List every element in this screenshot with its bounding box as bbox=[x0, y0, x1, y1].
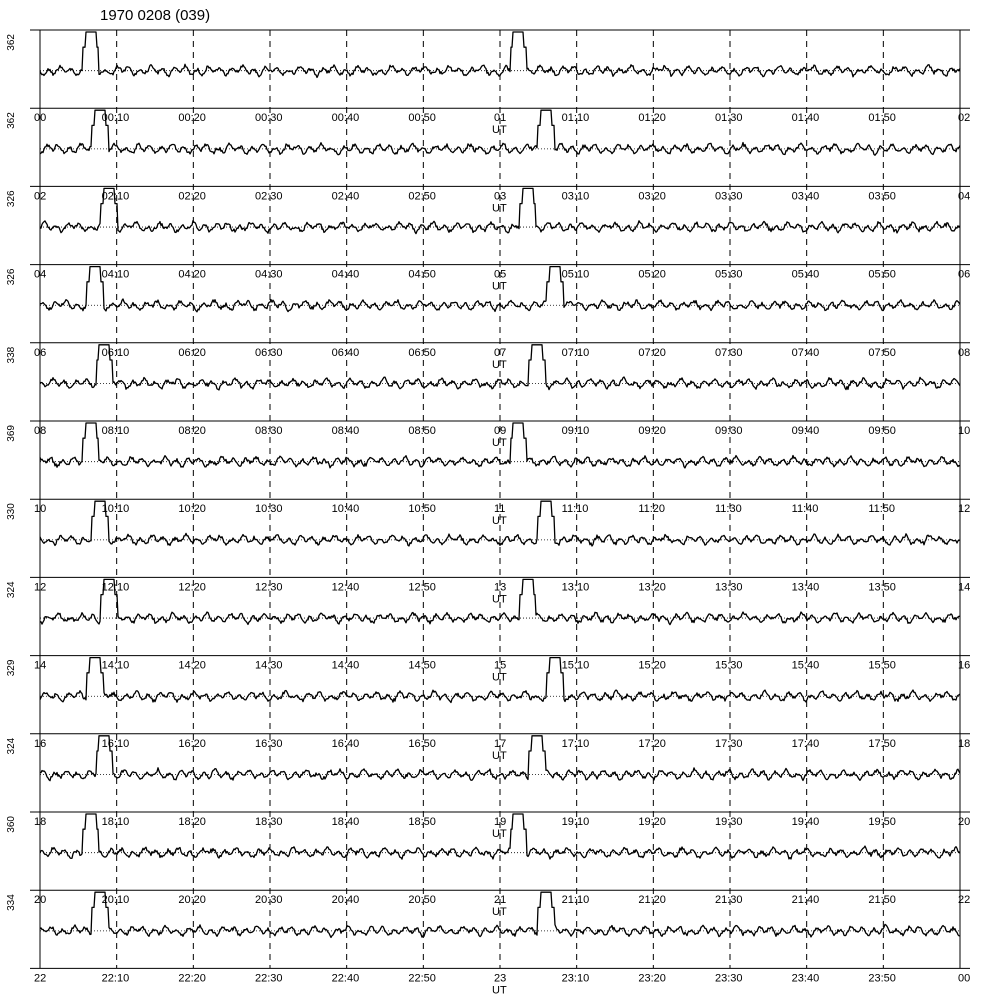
minute-tick-label: 14:40 bbox=[331, 659, 360, 672]
ut-label: UT bbox=[492, 437, 507, 449]
minute-tick-label: 15:30 bbox=[715, 659, 743, 672]
minute-tick-label: 15:20 bbox=[638, 659, 666, 672]
minute-tick-label: 02:30 bbox=[255, 190, 283, 203]
row-start-label: 14 bbox=[34, 659, 47, 672]
minute-tick-label: 15:50 bbox=[868, 659, 896, 672]
minute-tick-label: 02:50 bbox=[408, 190, 436, 203]
minute-tick-label: 08:30 bbox=[255, 425, 283, 437]
minute-tick-label: 00:10 bbox=[101, 112, 130, 125]
minute-tick-label: 08:10 bbox=[101, 425, 130, 437]
minute-tick-label: 21:30 bbox=[715, 894, 743, 907]
row-end-label: 20 bbox=[958, 816, 971, 828]
minute-tick-label: 02:40 bbox=[331, 190, 360, 203]
minute-tick-label: 07:10 bbox=[561, 346, 590, 359]
row-scale-label: 338 bbox=[6, 346, 17, 364]
row-end-label: 22 bbox=[958, 894, 971, 907]
ut-label: UT bbox=[492, 906, 507, 919]
minute-tick-label: 12:20 bbox=[178, 581, 206, 594]
minute-tick-label: 19:50 bbox=[868, 816, 896, 828]
minute-tick-label: 12:50 bbox=[408, 581, 436, 594]
minute-tick-label: 16:40 bbox=[331, 737, 360, 750]
minute-tick-label: 01:30 bbox=[715, 112, 743, 125]
minute-tick-label: 16:10 bbox=[101, 737, 130, 750]
row-start-label: 08 bbox=[34, 425, 47, 437]
row-start-label: 04 bbox=[34, 268, 47, 281]
minute-tick-label: 23:50 bbox=[868, 972, 896, 985]
ut-label: UT bbox=[492, 593, 507, 606]
row-mid-label: 09 bbox=[494, 425, 507, 437]
minute-tick-label: 09:40 bbox=[791, 425, 820, 437]
minute-tick-label: 18:30 bbox=[255, 816, 283, 828]
minute-tick-label: 12:30 bbox=[255, 581, 283, 594]
row-end-label: 08 bbox=[958, 346, 971, 359]
row-scale-label: 360 bbox=[6, 816, 17, 833]
minute-tick-label: 01:50 bbox=[868, 112, 896, 125]
row-scale-label: 362 bbox=[6, 112, 17, 129]
minute-tick-label: 09:10 bbox=[561, 425, 590, 437]
row-mid-label: 01 bbox=[494, 112, 507, 125]
minute-tick-label: 01:40 bbox=[791, 112, 820, 125]
minute-tick-label: 10:10 bbox=[101, 503, 130, 516]
ut-label: UT bbox=[492, 124, 507, 137]
minute-tick-label: 18:40 bbox=[331, 816, 360, 828]
row-start-label: 06 bbox=[34, 346, 47, 359]
row-mid-label: 23 bbox=[494, 972, 507, 985]
chart-title: 1970 0208 (039) bbox=[100, 7, 211, 24]
minute-tick-label: 22:20 bbox=[178, 972, 206, 985]
minute-tick-label: 08:40 bbox=[331, 425, 360, 437]
row-end-label: 14 bbox=[958, 581, 971, 594]
minute-tick-label: 20:20 bbox=[178, 894, 206, 907]
minute-tick-label: 20:10 bbox=[101, 894, 130, 907]
minute-tick-label: 13:20 bbox=[638, 581, 666, 594]
minute-tick-label: 05:50 bbox=[868, 268, 896, 281]
minute-tick-label: 11:20 bbox=[638, 503, 666, 516]
minute-tick-label: 09:30 bbox=[715, 425, 743, 437]
row-mid-label: 19 bbox=[494, 816, 507, 828]
row-scale-label: 326 bbox=[6, 190, 17, 208]
minute-tick-label: 23:20 bbox=[638, 972, 666, 985]
minute-tick-label: 22:30 bbox=[255, 972, 283, 985]
row-end-label: 12 bbox=[958, 503, 971, 516]
row-scale-label: 324 bbox=[6, 737, 17, 755]
minute-tick-label: 13:40 bbox=[791, 581, 820, 594]
minute-tick-label: 23:40 bbox=[791, 972, 820, 985]
tick-labels bbox=[6, 34, 970, 997]
minute-tick-label: 15:40 bbox=[791, 659, 820, 672]
minute-tick-label: 23:10 bbox=[561, 972, 590, 985]
minute-tick-label: 06:10 bbox=[101, 346, 130, 359]
minute-tick-label: 20:30 bbox=[255, 894, 283, 907]
minute-tick-label: 00:20 bbox=[178, 112, 206, 125]
minute-tick-label: 06:20 bbox=[178, 346, 206, 359]
ut-label: UT bbox=[492, 202, 507, 215]
minute-tick-label: 03:40 bbox=[791, 190, 820, 203]
row-end-label: 18 bbox=[958, 737, 971, 750]
row-mid-label: 17 bbox=[494, 737, 507, 750]
minute-tick-label: 02:10 bbox=[101, 190, 130, 203]
minute-tick-label: 17:10 bbox=[561, 737, 590, 750]
minute-tick-label: 00:30 bbox=[255, 112, 283, 125]
minute-tick-label: 05:20 bbox=[638, 268, 666, 281]
row-mid-label: 13 bbox=[494, 581, 507, 594]
minute-tick-label: 17:20 bbox=[638, 737, 666, 750]
ut-label: UT bbox=[492, 515, 507, 528]
ut-label: UT bbox=[492, 280, 507, 293]
ut-label: UT bbox=[492, 984, 507, 997]
minute-tick-label: 14:50 bbox=[408, 659, 436, 672]
minute-tick-label: 05:40 bbox=[791, 268, 820, 281]
minute-tick-label: 04:20 bbox=[178, 268, 206, 281]
row-scale-label: 362 bbox=[6, 34, 17, 51]
minute-tick-label: 03:50 bbox=[868, 190, 896, 203]
minute-tick-label: 04:10 bbox=[101, 268, 130, 281]
minute-tick-label: 01:10 bbox=[561, 112, 590, 125]
minute-tick-label: 10:30 bbox=[255, 503, 283, 516]
row-mid-label: 11 bbox=[494, 503, 506, 516]
minute-tick-label: 01:20 bbox=[638, 112, 666, 125]
minute-tick-label: 16:20 bbox=[178, 737, 206, 750]
minute-tick-label: 15:10 bbox=[561, 659, 590, 672]
row-start-label: 16 bbox=[34, 737, 47, 750]
minute-tick-label: 08:20 bbox=[178, 425, 206, 437]
minute-tick-label: 10:50 bbox=[408, 503, 436, 516]
row-scale-label: 324 bbox=[6, 581, 17, 599]
row-start-label: 10 bbox=[34, 503, 47, 516]
minute-tick-label: 21:10 bbox=[561, 894, 590, 907]
minute-tick-label: 18:20 bbox=[178, 816, 206, 828]
minute-tick-label: 20:40 bbox=[331, 894, 360, 907]
row-scale-label: 329 bbox=[6, 659, 17, 677]
minute-tick-label: 11:30 bbox=[715, 503, 742, 516]
minute-tick-label: 12:40 bbox=[331, 581, 360, 594]
minute-tick-label: 10:20 bbox=[178, 503, 206, 516]
minute-tick-label: 03:30 bbox=[715, 190, 743, 203]
minute-tick-label: 12:10 bbox=[101, 581, 130, 594]
minute-tick-label: 06:40 bbox=[331, 346, 360, 359]
row-end-label: 00 bbox=[958, 972, 971, 985]
minute-tick-label: 11:10 bbox=[561, 503, 589, 516]
minute-tick-label: 19:20 bbox=[638, 816, 666, 828]
minute-tick-label: 14:30 bbox=[255, 659, 283, 672]
minute-tick-label: 09:20 bbox=[638, 425, 666, 437]
minute-tick-label: 08:50 bbox=[408, 425, 436, 437]
minute-tick-label: 17:40 bbox=[791, 737, 820, 750]
ut-label: UT bbox=[492, 749, 507, 762]
minute-tick-label: 21:40 bbox=[791, 894, 820, 907]
minute-tick-label: 17:50 bbox=[868, 737, 896, 750]
minute-tick-label: 05:30 bbox=[715, 268, 743, 281]
minute-tick-label: 11:40 bbox=[791, 503, 819, 516]
minute-tick-label: 14:20 bbox=[178, 659, 206, 672]
minute-tick-label: 21:20 bbox=[638, 894, 666, 907]
minute-tick-label: 05:10 bbox=[561, 268, 590, 281]
minute-tick-label: 14:10 bbox=[101, 659, 130, 672]
row-mid-label: 15 bbox=[494, 659, 507, 672]
minute-tick-label: 18:10 bbox=[101, 816, 130, 828]
minute-tick-label: 23:30 bbox=[715, 972, 743, 985]
minute-tick-label: 22:10 bbox=[101, 972, 130, 985]
minute-tick-label: 22:50 bbox=[408, 972, 436, 985]
row-start-label: 02 bbox=[34, 190, 47, 203]
minute-tick-label: 09:50 bbox=[868, 425, 896, 437]
minute-tick-label: 04:40 bbox=[331, 268, 360, 281]
minute-tick-label: 07:50 bbox=[868, 346, 896, 359]
row-start-label: 00 bbox=[34, 112, 47, 125]
minute-tick-label: 13:10 bbox=[561, 581, 590, 594]
ut-label: UT bbox=[492, 671, 507, 684]
minute-tick-label: 19:30 bbox=[715, 816, 743, 828]
row-start-label: 20 bbox=[34, 894, 47, 907]
minute-tick-label: 03:10 bbox=[561, 190, 590, 203]
minute-tick-label: 06:30 bbox=[255, 346, 283, 359]
minute-tick-label: 17:30 bbox=[715, 737, 743, 750]
row-scale-label: 334 bbox=[6, 894, 17, 911]
row-mid-label: 05 bbox=[494, 268, 507, 281]
row-mid-label: 21 bbox=[494, 894, 507, 907]
row-mid-label: 07 bbox=[494, 346, 507, 359]
minute-tick-label: 07:30 bbox=[715, 346, 743, 359]
minute-tick-label: 19:10 bbox=[561, 816, 590, 828]
minute-tick-label: 04:50 bbox=[408, 268, 436, 281]
row-start-label: 18 bbox=[34, 816, 47, 828]
minute-tick-label: 21:50 bbox=[868, 894, 896, 907]
minute-tick-label: 07:20 bbox=[638, 346, 666, 359]
row-start-label: 22 bbox=[34, 972, 47, 985]
ut-label: UT bbox=[492, 828, 507, 840]
row-end-label: 10 bbox=[958, 425, 971, 437]
minute-tick-label: 18:50 bbox=[408, 816, 436, 828]
row-mid-label: 03 bbox=[494, 190, 507, 203]
minute-tick-label: 13:50 bbox=[868, 581, 896, 594]
row-end-label: 02 bbox=[958, 112, 971, 125]
row-scale-label: 330 bbox=[6, 503, 17, 520]
minute-tick-label: 00:50 bbox=[408, 112, 436, 125]
minute-tick-label: 02:20 bbox=[178, 190, 206, 203]
minute-tick-label: 20:50 bbox=[408, 894, 436, 907]
minute-tick-label: 16:50 bbox=[408, 737, 436, 750]
row-start-label: 12 bbox=[34, 581, 47, 594]
minute-tick-label: 10:40 bbox=[331, 503, 360, 516]
minute-tick-label: 04:30 bbox=[255, 268, 283, 281]
minute-tick-label: 07:40 bbox=[791, 346, 820, 359]
ut-label: UT bbox=[492, 358, 507, 371]
minute-tick-label: 13:30 bbox=[715, 581, 743, 594]
row-end-label: 04 bbox=[958, 190, 971, 203]
minute-tick-label: 03:20 bbox=[638, 190, 666, 203]
minute-tick-label: 16:30 bbox=[255, 737, 283, 750]
row-end-label: 06 bbox=[958, 268, 971, 281]
minute-tick-label: 22:40 bbox=[331, 972, 360, 985]
row-scale-label: 369 bbox=[6, 425, 17, 442]
minute-tick-label: 00:40 bbox=[331, 112, 360, 125]
row-end-label: 16 bbox=[958, 659, 971, 672]
row-scale-label: 326 bbox=[6, 268, 17, 286]
minute-tick-label: 19:40 bbox=[791, 816, 820, 828]
minute-tick-label: 11:50 bbox=[868, 503, 896, 516]
minute-tick-label: 06:50 bbox=[408, 346, 436, 359]
